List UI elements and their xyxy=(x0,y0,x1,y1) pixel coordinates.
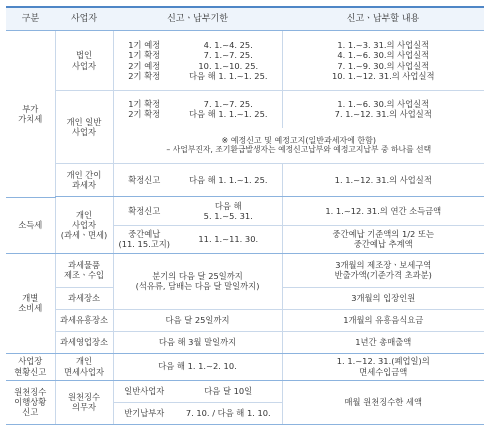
header-category: 구분 xyxy=(6,7,55,31)
withholding-type: 반기납부자 xyxy=(113,402,175,424)
period-type: 1기 확정 xyxy=(128,99,161,110)
content-text: 7. 1.~12. 31.의 사업실적 xyxy=(334,109,432,120)
excise-shared-deadline: 분기의 다음 달 25일까지 (석유류, 담배는 다음 달 말일까지) xyxy=(113,253,282,309)
vat-individual-general-operator: 개인 일반 사업자 xyxy=(55,91,113,164)
period-type: 2기 확정 xyxy=(128,70,161,81)
vat-individual-general-row xyxy=(6,91,484,128)
income-tax-type: 확정신고 xyxy=(113,197,175,225)
income-tax-content: 중간예납 기준액의 1/2 또는 중간예납 추계액 xyxy=(282,225,484,253)
vat-individual-types xyxy=(113,91,175,128)
business-status-category: 사업장 현황신고 xyxy=(6,353,55,380)
vat-corporate-deadlines xyxy=(175,31,282,91)
deadline-text: 4. 1.~4. 25. xyxy=(203,40,253,51)
excise-content: 1년간 총매출액 xyxy=(282,331,484,353)
vat-corporate-types xyxy=(113,31,175,91)
tax-schedule-table xyxy=(6,6,484,425)
deadline-text: 다음 해 1. 1.~1. 25. xyxy=(189,109,268,120)
vat-individual-contents xyxy=(282,91,484,128)
deadline-text: 7. 1.~7. 25. xyxy=(203,99,253,110)
excise-operator: 과세영업장소 xyxy=(55,331,113,353)
business-status-deadline: 다음 해 1. 1.~2. 10. xyxy=(113,353,282,380)
content-text: 10. 1.~12. 31.의 사업실적 xyxy=(332,70,435,81)
business-status-content: 1. 1.~12. 31.(폐업일)의 면세수입금액 xyxy=(282,353,484,380)
excise-content: 3개월의 제조장ㆍ보세구역 반출가액(기준가격 초과분) xyxy=(282,253,484,287)
vat-corporate-contents xyxy=(282,31,484,91)
note-line: – 사업부진자, 조기환급발생자는 예정신고납부와 예정고지납부 중 하나를 선택 xyxy=(166,145,432,155)
content-text: 1. 1.~6. 30.의 사업실적 xyxy=(337,99,430,110)
excise-deadline: 다음 달 25일까지 xyxy=(113,309,282,331)
period-type: 1기 확정 xyxy=(128,50,161,61)
excise-category: 개별 소비세 xyxy=(6,253,55,353)
vat-note xyxy=(113,128,484,164)
vat-individual-deadlines xyxy=(175,91,282,128)
business-status-operator: 개인 면세사업자 xyxy=(55,353,113,380)
header-row xyxy=(6,7,484,31)
excise-row-4 xyxy=(6,331,484,353)
vat-simple-row xyxy=(6,164,484,197)
deadline-text: 다음 해 1. 1.~1. 25. xyxy=(189,70,268,81)
withholding-row-1 xyxy=(6,380,484,402)
period-type: 2기 확정 xyxy=(128,109,161,120)
withholding-operator: 원천징수 의무자 xyxy=(55,380,113,424)
withholding-deadline: 7. 10. / 다음 해 1. 10. xyxy=(175,402,282,424)
vat-corporate-operator: 법인 사업자 xyxy=(55,31,113,91)
income-tax-operator: 개인 사업자 (과세ㆍ면세) xyxy=(55,197,113,253)
excise-operator: 과세장소 xyxy=(55,287,113,309)
note-line: ※ 예정신고 및 예정고지(일반과세자에 한함) xyxy=(221,135,376,145)
excise-deadline: 다음 해 3월 말일까지 xyxy=(113,331,282,353)
period-type: 1기 예정 xyxy=(128,40,161,51)
income-tax-type: 중간예납 (11. 15.고지) xyxy=(113,225,175,253)
header-content: 신고ㆍ납부할 내용 xyxy=(282,7,484,31)
income-tax-deadline: 다음 해 5. 1.~5. 31. xyxy=(175,197,282,225)
header-operator: 사업자 xyxy=(55,7,113,31)
excise-content: 1개월의 유흥음식요금 xyxy=(282,309,484,331)
withholding-category: 원천징수 이행상황 신고 xyxy=(6,380,55,424)
header-deadline: 신고ㆍ납부기한 xyxy=(113,7,282,31)
withholding-type: 일반사업자 xyxy=(113,380,175,402)
content-text: 1. 1.~3. 31.의 사업실적 xyxy=(337,40,430,51)
withholding-deadline: 다음 달 10일 xyxy=(175,380,282,402)
income-tax-category: 소득세 xyxy=(6,197,55,253)
vat-simple-type: 확정신고 xyxy=(113,164,175,197)
income-tax-deadline: 11. 1.~11. 30. xyxy=(175,225,282,253)
vat-category: 부가 가치세 xyxy=(6,31,55,198)
deadline-text: 10. 1.~10. 25. xyxy=(198,60,259,71)
vat-simple-deadline: 다음 해 1. 1.~1. 25. xyxy=(175,164,282,197)
deadline-text: 7. 1.~7. 25. xyxy=(203,50,253,61)
content-text: 4. 1.~6. 30.의 사업실적 xyxy=(337,50,430,61)
income-tax-content: 1. 1.~12. 31.의 연간 소득금액 xyxy=(282,197,484,225)
vat-simple-content: 1. 1.~12. 31.의 사업실적 xyxy=(282,164,484,197)
excise-row-1 xyxy=(6,253,484,287)
income-tax-row-1 xyxy=(6,197,484,225)
business-status-row xyxy=(6,353,484,380)
content-text: 7. 1.~9. 30.의 사업실적 xyxy=(337,60,430,71)
excise-row-3 xyxy=(6,309,484,331)
excise-operator: 과세유흥장소 xyxy=(55,309,113,331)
excise-operator: 과세물품 제조ㆍ수입 xyxy=(55,253,113,287)
period-type: 2기 예정 xyxy=(128,60,161,71)
vat-simple-operator: 개인 간이 과세자 xyxy=(55,164,113,197)
excise-content: 3개월의 입장인원 xyxy=(282,287,484,309)
withholding-content: 매월 원천징수한 세액 xyxy=(282,380,484,424)
vat-corporate-row xyxy=(6,31,484,91)
